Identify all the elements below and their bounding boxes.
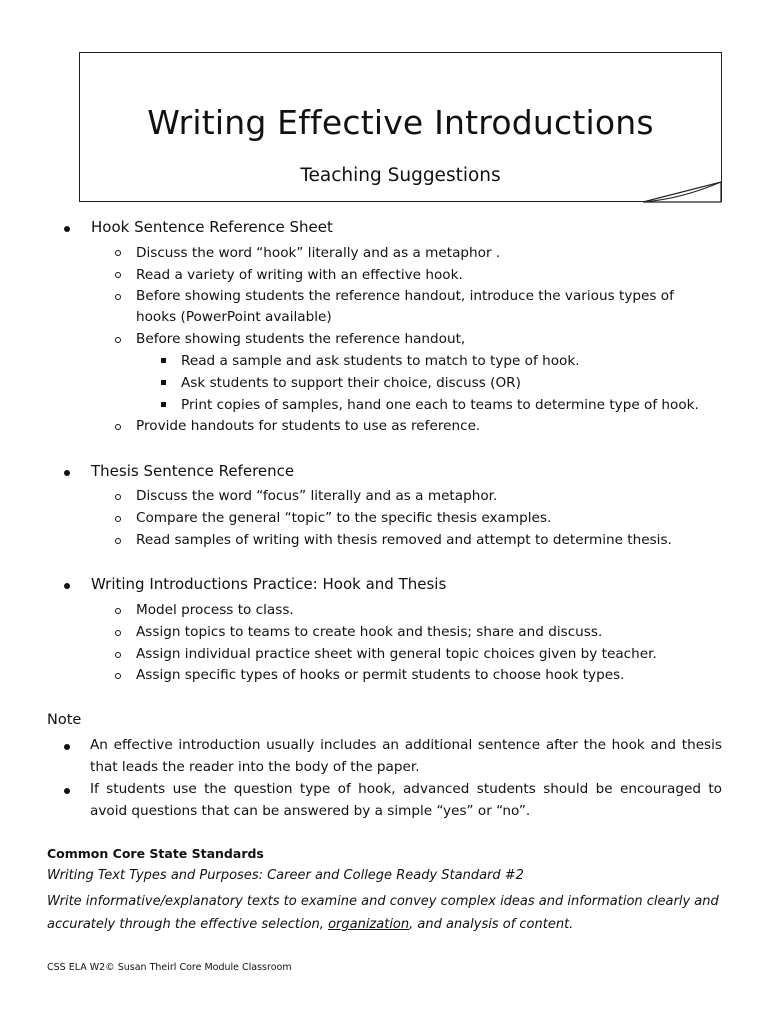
- circle-bullet: [115, 250, 121, 256]
- standard-name: Writing Text Types and Purposes: Career and College Ready Standard #2: [47, 868, 524, 883]
- bullet-dot: [64, 583, 70, 589]
- sub-list-item: Print copies of samples, hand one each to teams to determine type of hook.: [181, 397, 699, 413]
- list-item: Assign specific types of hooks or permit students to choose hook types.: [136, 667, 625, 683]
- list-item: Compare the general “topic” to the specific thesis examples.: [136, 510, 552, 526]
- square-bullet: [161, 380, 166, 385]
- bullet-dot: [64, 226, 70, 232]
- circle-bullet: [115, 424, 121, 430]
- section-heading-hook: Hook Sentence Reference Sheet: [91, 218, 333, 236]
- list-item: Read samples of writing with thesis removed and attempt to determine thesis.: [136, 532, 672, 548]
- list-item: Assign individual practice sheet with general topic choices given by teacher.: [136, 646, 657, 662]
- note-item: An effective introduction usually includes an additional sentence after the hook and thesis that leads the reader into the body of the paper.: [90, 737, 722, 775]
- list-item: Before showing students the reference handout,: [136, 331, 466, 347]
- note-item: If students use the question type of hook, advanced students should be encouraged to avoid questions that can be answered by a simple “yes” or “no”.: [90, 781, 722, 819]
- page-subtitle: Teaching Suggestions: [300, 165, 501, 186]
- circle-bullet: [115, 608, 121, 614]
- list-item: Before showing students the reference handout, introduce the various types of: [136, 288, 674, 304]
- standards-heading: Common Core State Standards: [47, 846, 264, 861]
- list-item: Assign topics to teams to create hook and thesis; share and discuss.: [136, 624, 603, 640]
- circle-bullet: [115, 494, 121, 500]
- section-heading-practice: Writing Introductions Practice: Hook and Thesis: [91, 575, 447, 593]
- list-item: Model process to class.: [136, 602, 294, 618]
- sub-list-item: Read a sample and ask students to match to type of hook.: [181, 353, 580, 369]
- list-item: Read a variety of writing with an effective hook.: [136, 267, 463, 283]
- standard-description-part: , and analysis of content.: [409, 917, 574, 932]
- title-box: [79, 52, 722, 202]
- list-item-continuation: hooks (PowerPoint available): [136, 309, 332, 325]
- standard-description-part: Write informative/explanatory texts to examine and convey complex ideas and information clearly and accurately through the effective selection,: [47, 894, 719, 932]
- sub-list-item: Ask students to support their choice, discuss (OR): [181, 375, 521, 391]
- section-heading-thesis: Thesis Sentence Reference: [91, 462, 295, 480]
- standard-description-underlined: organization: [328, 917, 410, 932]
- circle-bullet: [115, 516, 121, 522]
- circle-bullet: [115, 673, 121, 679]
- list-item: Discuss the word “focus” literally and as a metaphor.: [136, 488, 498, 504]
- bullet-dot: [64, 470, 70, 476]
- square-bullet: [161, 358, 166, 363]
- page-curl-decoration: [641, 181, 723, 203]
- circle-bullet: [115, 337, 121, 343]
- circle-bullet: [115, 538, 121, 544]
- circle-bullet: [115, 652, 121, 658]
- circle-bullet: [115, 294, 121, 300]
- footer-text: CSS ELA W2© Susan Theirl Core Module Classroom: [47, 962, 292, 973]
- standard-description: [47, 890, 722, 936]
- bullet-dot: [64, 788, 70, 794]
- list-item: Provide handouts for students to use as reference.: [136, 418, 481, 434]
- circle-bullet: [115, 630, 121, 636]
- page-title: Writing Effective Introductions: [147, 103, 654, 142]
- note-heading: Note: [47, 712, 82, 728]
- square-bullet: [161, 402, 166, 407]
- bullet-dot: [64, 744, 70, 750]
- circle-bullet: [115, 272, 121, 278]
- list-item: Discuss the word “hook” literally and as a metaphor .: [136, 245, 501, 261]
